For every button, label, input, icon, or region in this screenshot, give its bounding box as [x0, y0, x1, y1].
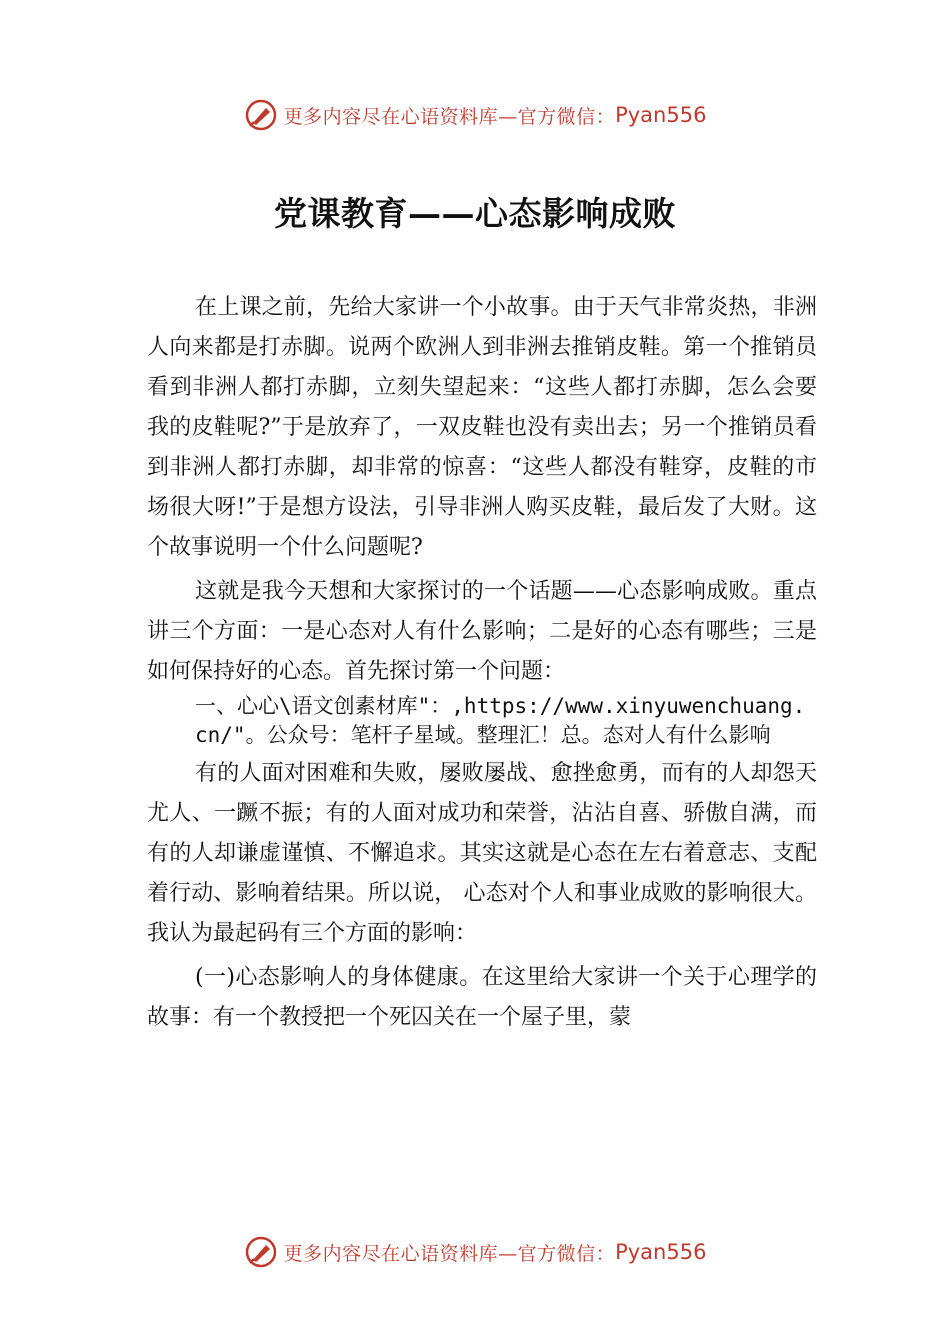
- section-heading-1: 一、心心\语文创素材库"：,https://www.xinyuwenchuang.cn/"。公众号：笔杆子星域。整理汇！总。态对人有什么影响: [195, 694, 806, 747]
- header-banner: [0, 95, 950, 135]
- paragraph-attitude-effect: 有的人面对困难和失败，屡败屡战、愈挫愈勇，而有的人却怨天尤人、一蹶不振；有的人面对成功和荣誉，沾沾自喜、骄傲自满，而有的人却谦虚谨慎、不懈追求。其实这就是心态在左右着意志、支配着行动、影响着结果。所以说， 心态对个人和事业成败的影响很大。我认为最起码有三个方面的影响：: [147, 761, 817, 946]
- pen-nib-logo-icon: [244, 98, 278, 132]
- paragraph-health: (一)心态影响人的身体健康。在这里给大家讲一个关于心理学的故事：有一个教授把一个死囚关在一个屋子里，蒙: [147, 965, 817, 1030]
- document-body: [147, 288, 817, 1038]
- paragraph-topic: 这就是我今天想和大家探讨的一个话题——心态影响成败。重点讲三个方面：一是心态对人有什么影响；二是好的心态有哪些；三是如何保持好的心态。首先探讨第一个问题：: [147, 579, 817, 684]
- page-title: 党课教育——心态影响成败: [274, 194, 676, 233]
- banner-text: 更多内容尽在心语资料库—官方微信：: [283, 105, 616, 128]
- wechat-id: Pyan556: [615, 1240, 707, 1264]
- footer-banner: [0, 1232, 950, 1272]
- wechat-id: Pyan556: [615, 103, 707, 127]
- paragraph-intro-story: 在上课之前，先给大家讲一个小故事。由于天气非常炎热，非洲人向来都是打赤脚。说两个欧洲人到非洲去推销皮鞋。第一个推销员看到非洲人都打赤脚，立刻失望起来：“这些人都打赤脚，怎么会要我的皮鞋呢?”于是放弃了，一双皮鞋也没有卖出去；另一个推销员看到非洲人都打赤脚，却非常的惊喜：“这些人都没有鞋穿，皮鞋的市场很大呀!”于是想方设法，引导非洲人购买皮鞋，最后发了大财。这个故事说明一个什么问题呢?: [147, 295, 817, 560]
- pen-nib-logo-icon: [244, 1235, 278, 1269]
- banner-text: 更多内容尽在心语资料库—官方微信：: [283, 1242, 616, 1265]
